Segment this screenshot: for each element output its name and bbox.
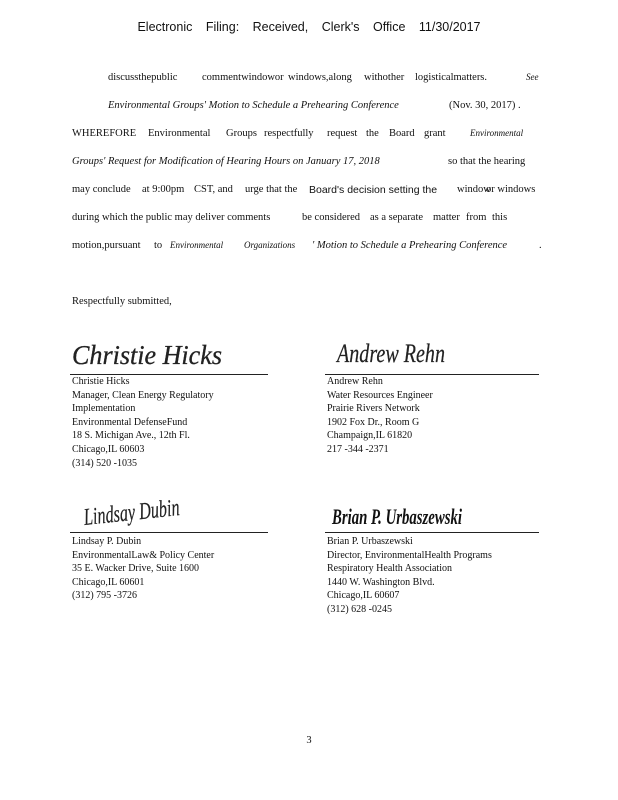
signer-title: Water Resources Engineer — [327, 389, 433, 401]
cited-request-title: Groups' Request for Modification of Hearing Hours on January 17, 2018 — [72, 156, 380, 167]
signer-organization: EnvironmentalLaw& Policy Center — [72, 549, 215, 561]
body-text: Board — [389, 128, 415, 139]
body-text: at 9:00pm — [142, 184, 185, 195]
signer-title: Director, EnvironmentalHealth Programs — [327, 549, 492, 561]
body-text: . — [539, 240, 542, 251]
signer-organization: Prairie Rivers Network — [327, 403, 420, 415]
body-text: the — [366, 128, 379, 139]
signer-phone: (312) 628 -0245 — [327, 603, 392, 615]
signer-title: Implementation — [72, 403, 136, 415]
body-text: to — [154, 240, 163, 251]
body-text: Environmental — [470, 128, 524, 138]
signer-block-urbaszewski — [327, 535, 492, 617]
filing-header: Electronic Filing: Received, Clerk's Office 11/30/2017 — [137, 20, 481, 34]
body-text: or windows — [486, 184, 536, 195]
signer-city: Chicago,IL 60607 — [327, 590, 400, 602]
signature-hicks-text: Christie Hicks — [72, 340, 222, 370]
signer-address: 1440 W. Washington Blvd. — [327, 576, 435, 588]
body-text: this — [492, 212, 508, 223]
body-text: during which the public may deliver comments — [72, 212, 271, 223]
body-text: (Nov. 30, 2017) . — [449, 100, 521, 111]
body-text: WHEREFORE — [72, 128, 137, 139]
body-text: as a separate — [370, 212, 424, 223]
signer-city: Champaign,IL 61820 — [327, 430, 413, 442]
signer-address: 35 E. Wacker Drive, Suite 1600 — [72, 563, 200, 575]
body-text: may conclude — [72, 184, 131, 195]
body-text: Groups — [226, 128, 257, 139]
signer-block-hicks — [72, 375, 214, 470]
signature-line-urbaszewski — [325, 532, 539, 533]
signer-title: Manager, Clean Energy Regulatory — [72, 389, 214, 401]
body-text: discussthepublic — [108, 72, 178, 83]
body-text: request — [327, 128, 358, 139]
body-text: Board's decision setting the — [309, 184, 438, 196]
signer-city: Chicago,IL 60601 — [72, 576, 145, 588]
body-text: so that the hearing — [448, 156, 526, 167]
signature-rehn — [335, 328, 455, 374]
body-text: window — [457, 184, 491, 195]
signer-phone: 217 -344 -2371 — [327, 443, 389, 455]
body-text: motion,pursuant — [72, 240, 141, 251]
body-text: Environmental — [148, 128, 211, 139]
body-text: from — [466, 212, 487, 223]
body-text: be considered — [302, 212, 361, 223]
body-text: commentwindowor — [202, 72, 284, 83]
signer-city: Chicago,IL 60603 — [72, 443, 145, 455]
signature-rehn-text: Andrew Rehn — [335, 339, 445, 368]
signature-dubin-text: Lindsay Dubin — [82, 490, 227, 531]
body-text: CST, and — [194, 184, 233, 195]
signer-block-dubin — [72, 535, 214, 603]
signer-name: Christie Hicks — [72, 376, 130, 387]
signer-organization: Respiratory Health Association — [327, 563, 452, 575]
body-text: logisticalmatters. — [415, 72, 488, 83]
signer-name: Brian P. Urbaszewski — [327, 536, 413, 547]
signature-dubin — [82, 486, 227, 532]
signer-organization: Environmental DefenseFund — [72, 416, 188, 428]
body-text: matter — [433, 212, 460, 223]
cited-motion-title: Environmental Groups' Motion to Schedule a Prehearing Conference — [108, 100, 399, 111]
signature-hicks — [70, 334, 240, 374]
signer-phone: (314) 520 -1035 — [72, 457, 137, 469]
signer-address: 18 S. Michigan Ave., 12th Fl. — [72, 430, 190, 442]
signer-name: Andrew Rehn — [327, 376, 383, 387]
signer-block-rehn — [327, 375, 433, 457]
cited-motion-title: ' Motion to Schedule a Prehearing Conference — [312, 240, 508, 251]
closing: Respectfully submitted, — [72, 296, 172, 307]
signature-urbaszewski-text: Brian P. Urbaszewski — [331, 504, 463, 529]
signer-phone: (312) 795 -3726 — [72, 590, 137, 602]
body-text: urge that the — [245, 184, 298, 195]
body-text: See — [526, 72, 539, 82]
body-text: windows,along — [288, 72, 352, 83]
signer-address: 1902 Fox Dr., Room G — [327, 416, 420, 428]
body-text: grant — [424, 128, 446, 139]
body-text: Environmental — [170, 240, 224, 250]
body-text: withother — [364, 72, 405, 83]
body-text: Organizations — [244, 240, 296, 250]
signature-line-dubin — [70, 532, 268, 533]
body-text: respectfully — [264, 128, 314, 139]
page-number: 3 — [306, 735, 312, 746]
signature-urbaszewski — [330, 496, 470, 534]
signer-name: Lindsay P. Dubin — [72, 536, 142, 547]
